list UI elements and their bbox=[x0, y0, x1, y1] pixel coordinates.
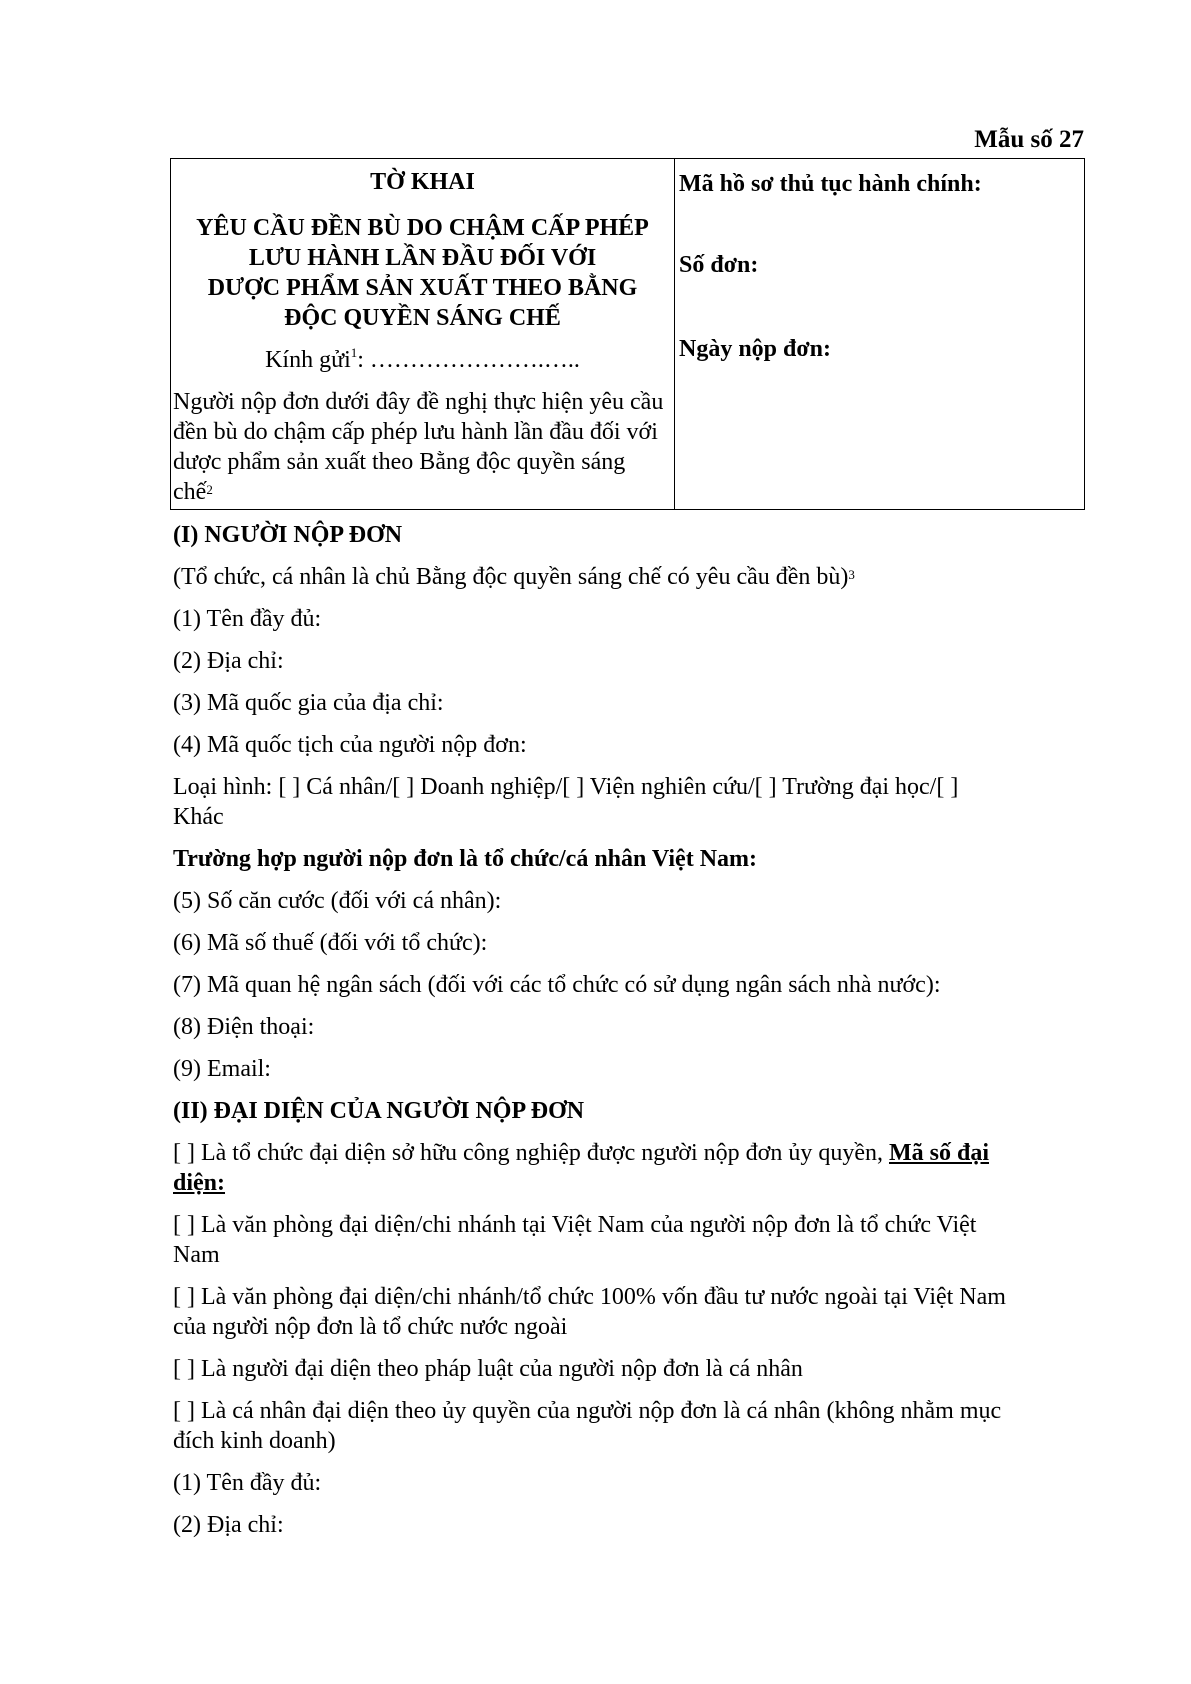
section1-heading: (I) NGƯỜI NỘP ĐƠN bbox=[173, 522, 403, 548]
field-tax-code: (6) Mã số thuế (đối với tổ chức): bbox=[173, 930, 488, 956]
field-email: (9) Email: bbox=[173, 1056, 271, 1082]
recipient-line bbox=[171, 347, 674, 374]
representative-option-legal: [ ] Là người đại diện theo pháp luật của người nộp đơn là cá nhân bbox=[173, 1356, 803, 1382]
option-line: của người nộp đơn là tổ chức nước ngoài bbox=[173, 1314, 568, 1340]
recipient-dots: : ………………….….. bbox=[357, 347, 580, 373]
representative-option-foreign-branch bbox=[173, 1282, 1088, 1342]
representative-option-ip-agent bbox=[173, 1138, 1088, 1198]
subtitle-line: ĐỘC QUYỀN SÁNG CHẾ bbox=[284, 305, 561, 331]
field-nationality-code: (4) Mã quốc tịch của người nộp đơn: bbox=[173, 732, 527, 758]
vn-applicant-heading: Trường hợp người nộp đơn là tổ chức/cá nhân Việt Nam: bbox=[173, 846, 758, 872]
field-address: (2) Địa chỉ: bbox=[173, 648, 284, 674]
option-line: [ ] Là văn phòng đại diện/chi nhánh tại Việt Nam của người nộp đơn là tổ chức Việt bbox=[173, 1212, 977, 1238]
field-country-code: (3) Mã quốc gia của địa chỉ: bbox=[173, 690, 444, 716]
option-line: [ ] Là văn phòng đại diện/chi nhánh/tổ chức 100% vốn đầu tư nước ngoài tại Việt Nam bbox=[173, 1284, 1006, 1310]
field-budget-code: (7) Mã quan hệ ngân sách (đối với các tổ chức có sử dụng ngân sách nhà nước): bbox=[173, 972, 941, 998]
request-text: Người nộp đơn dưới đây đề nghị thực hiện yêu cầu đền bù do chậm cấp phép lưu hành lần đầu đối với dược phẩm sản xuất theo Bằng độc quyền sáng chế bbox=[173, 389, 664, 505]
footnote-ref: 2 bbox=[206, 482, 213, 497]
filing-date-label: Ngày nộp đơn: bbox=[679, 336, 832, 362]
applicant-type bbox=[173, 772, 1088, 832]
representative-option-vn-branch bbox=[173, 1210, 1088, 1270]
header-left-cell bbox=[171, 159, 675, 509]
rep-field-address: (2) Địa chỉ: bbox=[173, 1512, 284, 1538]
option-line: Nam bbox=[173, 1242, 220, 1268]
case-file-code-label: Mã hồ sơ thủ tục hành chính: bbox=[679, 171, 982, 197]
applicant-type-line: Khác bbox=[173, 804, 224, 830]
field-id-number: (5) Số căn cước (đối với cá nhân): bbox=[173, 888, 502, 914]
form-subtitle bbox=[171, 213, 674, 333]
footnote-ref: 1 bbox=[350, 345, 358, 360]
application-number-label: Số đơn: bbox=[679, 252, 759, 278]
request-statement bbox=[173, 387, 670, 507]
header-table bbox=[170, 158, 1085, 510]
section1-note bbox=[173, 562, 1088, 592]
subtitle-line: LƯU HÀNH LẦN ĐẦU ĐỐI VỚI bbox=[248, 245, 597, 271]
representative-code-label: Mã số đại bbox=[889, 1140, 990, 1166]
field-full-name: (1) Tên đầy đủ: bbox=[173, 606, 322, 632]
rep-field-full-name: (1) Tên đầy đủ: bbox=[173, 1470, 322, 1496]
option-line: [ ] Là cá nhân đại diện theo ủy quyền của người nộp đơn là cá nhân (không nhằm mục bbox=[173, 1398, 1002, 1424]
header-right-cell bbox=[675, 159, 1084, 509]
section2-heading: (II) ĐẠI DIỆN CỦA NGƯỜI NỘP ĐƠN bbox=[173, 1098, 585, 1124]
section1-note-text: (Tổ chức, cá nhân là chủ Bằng độc quyền sáng chế có yêu cầu đền bù) bbox=[173, 564, 849, 590]
representative-option-individual bbox=[173, 1396, 1088, 1456]
subtitle-line: YÊU CẦU ĐỀN BÙ DO CHẬM CẤP PHÉP bbox=[196, 215, 649, 241]
option-text: [ ] Là tổ chức đại diện sở hữu công nghiệp được người nộp đơn ủy quyền, bbox=[173, 1140, 889, 1166]
form-title: TỜ KHAI bbox=[370, 169, 475, 195]
representative-code-label: diện: bbox=[173, 1170, 226, 1196]
field-phone: (8) Điện thoại: bbox=[173, 1014, 315, 1040]
footnote-ref: 3 bbox=[848, 567, 855, 582]
form-number: Mẫu số 27 bbox=[974, 126, 1084, 153]
subtitle-line: DƯỢC PHẨM SẢN XUẤT THEO BẰNG bbox=[207, 275, 638, 301]
option-line: đích kinh doanh) bbox=[173, 1428, 336, 1454]
recipient-label: Kính gửi bbox=[265, 347, 351, 373]
applicant-type-line: Loại hình: [ ] Cá nhân/[ ] Doanh nghiệp/[ ] Viện nghiên cứu/[ ] Trường đại học/[ ] bbox=[173, 774, 959, 800]
